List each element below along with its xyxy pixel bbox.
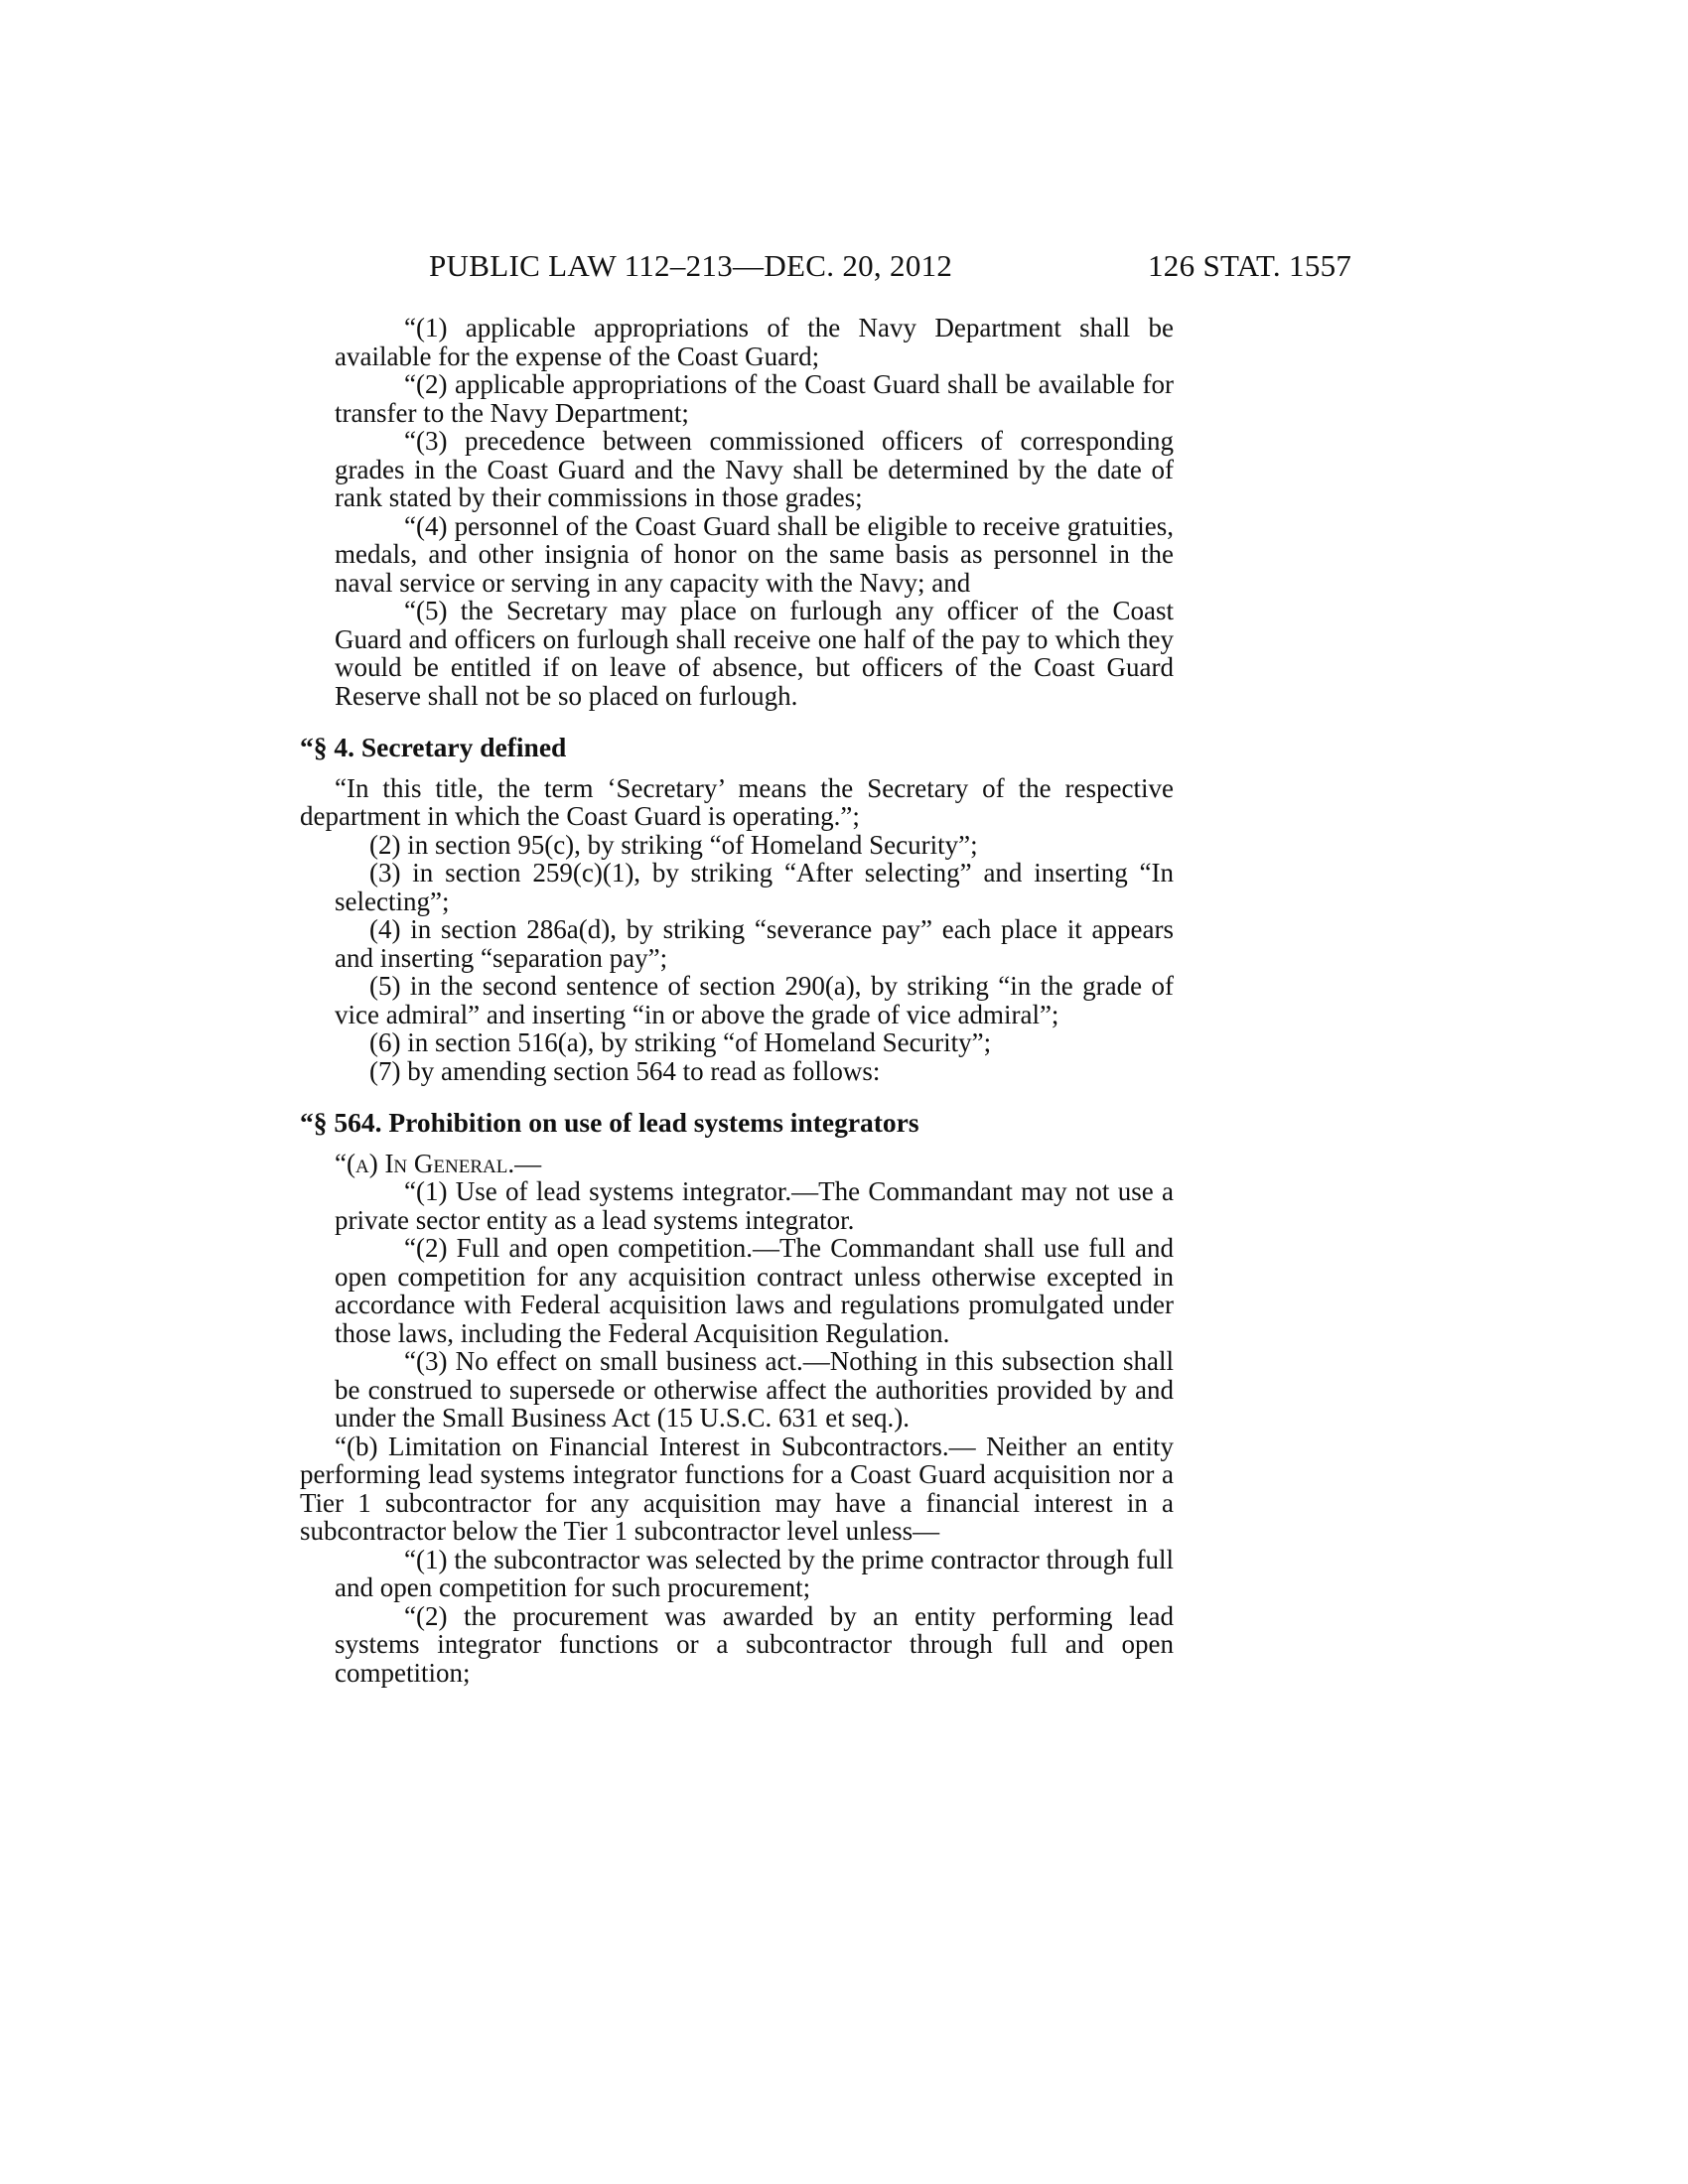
amendment-3: (3) in section 259(c)(1), by striking “After selecting” and inserting “In selecting”; [335,858,1174,916]
amendment-5: (5) in the second sentence of section 290(a), by striking “in the grade of vice admiral” and inserting “in or above the grade of vice admiral”; [335,971,1174,1029]
paragraph-a3-small-business-act: “(3) No effect on small business act.—Nothing in this subsection shall be construed to supersede or otherwise affect the authorities provided by and under the Small Business Act (15 U.S.C. 631 et seq.). [335,1346,1174,1433]
subsection-b-financial-interest: “(b) Limitation on Financial Interest in Subcontractors.— Neither an entity performing lead systems integrator functions for a Coast Guard acquisition nor a Tier 1 subcontractor for any acquisition may have a financial interest in a subcontractor below the Tier 1 subcontractor level unless— [300,1431,1174,1546]
subsection-a-heading: “(a) In General.— [335,1148,542,1178]
paragraph-b2-procurement-award: “(2) the procurement was awarded by an entity performing lead systems integrator functions or a subcontractor through full and open competition; [335,1600,1174,1688]
running-header-page-number: 126 STAT. 1557 [1148,248,1352,283]
paragraph-a2-full-and-open-competition: “(2) Full and open competition.—The Commandant shall use full and open competition for any acquisition contract unless otherwise excepted in accordance with Federal acquisition laws and regulations promulgated under those laws, including the Federal Acquisition Regulation. [335,1233,1174,1348]
amendment-6: (6) in section 516(a), by striking “of Homeland Security”; [369,1027,992,1057]
section-heading-4: “§ 4. Secretary defined [300,732,567,762]
paragraph-1-navy-appropriations: “(1) applicable appropriations of the Navy Department shall be available for the expense of the Coast Guard; [335,313,1174,371]
paragraph-3-precedence: “(3) precedence between commissioned officers of corresponding grades in the Coast Guard and the Navy shall be determined by the date of rank stated by their commissions in those grades; [335,426,1174,512]
amendment-4: (4) in section 286a(d), by striking “severance pay” each place it appears and inserting “separation pay”; [335,914,1174,973]
amendment-7: (7) by amending section 564 to read as follows: [369,1055,881,1086]
document-body [300,314,1174,1687]
section-heading-564: “§ 564. Prohibition on use of lead systems integrators [300,1107,919,1138]
paragraph-4-personnel-insignia: “(4) personnel of the Coast Guard shall be eligible to receive gratuities, medals, and other insignia of honor on the same basis as personnel in the naval service or serving in any capacity with the Navy; and [335,510,1174,598]
paragraph-2-coast-guard-appropriations: “(2) applicable appropriations of the Coast Guard shall be available for transfer to the Navy Department; [335,369,1174,428]
paragraph-a1-lead-systems-integrator: “(1) Use of lead systems integrator.—The Commandant may not use a private sector entity as a lead systems integrator. [335,1176,1174,1235]
running-header-citation: PUBLIC LAW 112–213—DEC. 20, 2012 [429,248,953,283]
amendment-2: (2) in section 95(c), by striking “of Homeland Security”; [369,829,978,860]
paragraph-b1-subcontractor-selection: “(1) the subcontractor was selected by the prime contractor through full and open competition for such procurement; [335,1544,1174,1602]
paragraph-5-furlough: “(5) the Secretary may place on furlough any officer of the Coast Guard and officers on furlough shall receive one half of the pay to which they would be entitled if on leave of absence, but officers of the Coast Guard Reserve shall not be so placed on furlough. [335,596,1174,711]
paragraph-secretary-definition: “In this title, the term ‘Secretary’ means the Secretary of the respective department in which the Coast Guard is operating.”; [300,772,1174,831]
